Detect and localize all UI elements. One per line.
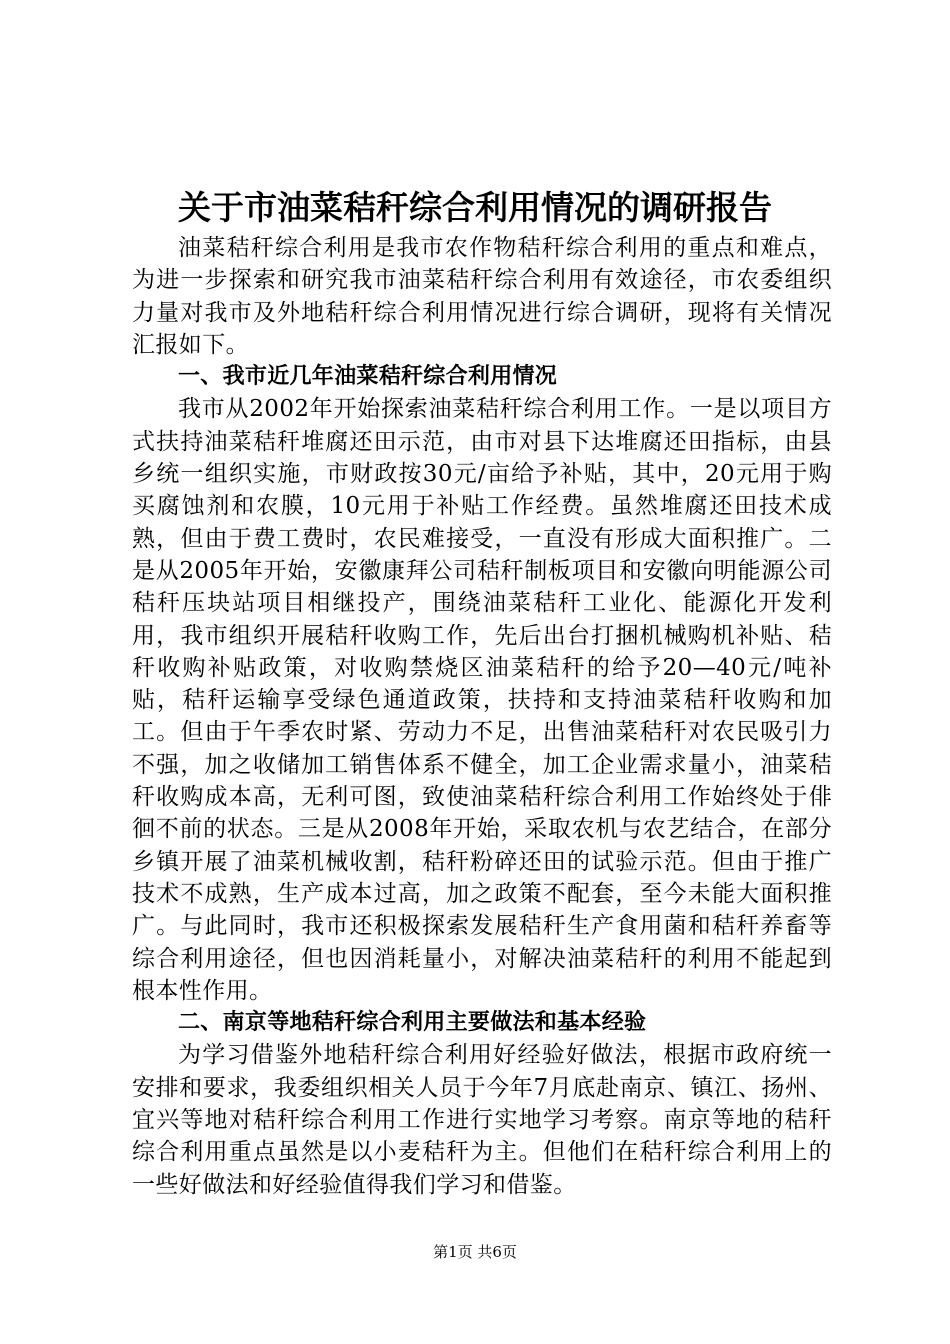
section-heading-1: 一、我市近几年油菜秸秆综合利用情况 [178, 364, 558, 390]
document-title: 关于市油菜秸秆综合利用情况的调研报告 [178, 188, 772, 227]
intro-paragraph: 油菜秸秆综合利用是我市农作物秸秆综合利用的重点和难点，为进一步探索和研究我市油菜秸秆综合利用有效途径，市农委组织力量对我市及外地秸秆综合利用情况进行综合调研，现将有关情况汇报如下。 [132, 235, 832, 358]
document-body [132, 232, 832, 1201]
section-heading-2: 二、南京等地秸秆综合利用主要做法和基本经验 [178, 1010, 647, 1036]
section-1-paragraph: 我市从2002年开始探索油菜秸秆综合利用工作。一是以项目方式扶持油菜秸秆堆腐还田示范，由市对县下达堆腐还田指标，由县乡统一组织实施，市财政按30元/亩给予补贴，其中，20元用于购买腐蚀剂和农膜，10元用于补贴工作经费。虽然堆腐还田技术成熟，但由于费工费时，农民难接受，一直没有形成大面积推广。二是从2005年开始，安徽康拜公司秸秆制板项目和安徽向明能源公司秸秆压块站项目相继投产，围绕油菜秸秆工业化、能源化开发利用，我市组织开展秸秆收购工作，先后出台打捆机械购机补贴、秸秆收购补贴政策，对收购禁烧区油菜秸秆的给予20—40元/吨补贴，秸秆运输享受绿色通道政策，扶持和支持油菜秸秆收购和加工。但由于午季农时紧、劳动力不足，出售油菜秸秆对农民吸引力不强，加之收储加工销售体系不健全，加工企业需求量小，油菜秸秆收购成本高，无利可图，致使油菜秸秆综合利用工作始终处于俳徊不前的状态。三是从2008年开始，采取农机与农艺结合，在部分乡镇开展了油菜机械收割，秸秆粉碎还田的试验示范。但由于推广技术不成熟，生产成本过高，加之政策不配套，至今未能大面积推广。与此同时，我市还积极探索发展秸秆生产食用菌和秸秆养畜等综合利用途径，但也因消耗量小，对解决油菜秸秆的利用不能起到根本性作用。 [132, 396, 832, 1004]
page-number-footer: 第1页 共6页 [433, 1243, 517, 1261]
section-2-paragraph: 为学习借鉴外地秸秆综合利用好经验好做法，根据市政府统一安排和要求，我委组织相关人员于今年7月底赴南京、镇江、扬州、宜兴等地对秸秆综合利用工作进行实地学习考察。南京等地的秸秆综合利用重点虽然是以小麦秸秆为主。但他们在秸秆综合利用上的一些好做法和好经验值得我们学习和借鉴。 [132, 1042, 832, 1198]
